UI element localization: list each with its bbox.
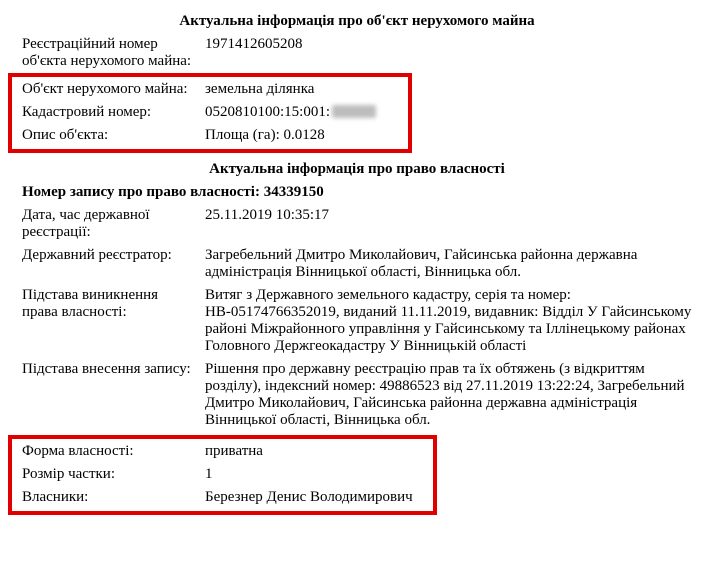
ownership-record-number-line: Номер запису про право власності: 34339150 bbox=[22, 184, 324, 200]
object-description-value: Площа (га): 0.0128 bbox=[205, 127, 325, 143]
ownership-section-title: Актуальна інформація про право власності bbox=[209, 161, 505, 177]
field-basis-of-origin bbox=[22, 287, 692, 355]
field-share-size bbox=[22, 466, 433, 483]
object-type-label: Об'єкт нерухомого майна: bbox=[22, 81, 188, 97]
redacted-blur bbox=[332, 105, 376, 118]
field-object-description bbox=[22, 127, 408, 144]
share-size-value: 1 bbox=[205, 466, 213, 482]
share-size-label: Розмір частки: bbox=[22, 466, 115, 482]
object-section-title: Актуальна інформація про об'єкт нерухомого майна bbox=[179, 13, 535, 29]
registration-number-value: 1971412605208 bbox=[205, 36, 303, 52]
registration-datetime-label: Дата, час державної реєстрації: bbox=[22, 207, 150, 240]
field-ownership-form bbox=[22, 443, 433, 460]
field-registration-number bbox=[22, 36, 692, 70]
ownership-form-label: Форма власності: bbox=[22, 443, 134, 459]
field-state-registrar bbox=[22, 247, 692, 281]
highlight-box-ownership-info bbox=[8, 435, 437, 515]
basis-of-record-value: Рішення про державну реєстрацію прав та їх обтяжень (з відкриттям розділу), індексний номер: 49886523 від 27.11.2019 13:22:24, Загребельний Дмитро Миколайович, Гайсинська районна державна адміністрація Вінницької області, Вінницька обл. bbox=[205, 361, 685, 428]
object-description-label: Опис об'єкта: bbox=[22, 127, 109, 143]
owners-value: Березнер Денис Володимирович bbox=[205, 489, 413, 505]
registration-datetime-value: 25.11.2019 10:35:17 bbox=[205, 207, 330, 223]
state-registrar-value: Загребельний Дмитро Миколайович, Гайсинська районна державна адміністрація Вінницької області, Вінницька обл. bbox=[205, 247, 638, 280]
object-type-value: земельна ділянка bbox=[205, 81, 315, 97]
basis-of-origin-label: Підстава виникнення права власності: bbox=[22, 287, 159, 320]
field-object-type bbox=[22, 81, 408, 98]
field-cadastral-number bbox=[22, 104, 408, 121]
cadastral-number-label: Кадастровий номер: bbox=[22, 104, 152, 120]
field-registration-datetime bbox=[22, 207, 692, 241]
cadastral-number-value bbox=[205, 104, 408, 121]
highlight-box-object-info bbox=[8, 73, 412, 153]
cadastral-number-visible-part: 0520810100:15:001: bbox=[205, 104, 331, 120]
owners-label: Власники: bbox=[22, 489, 89, 505]
state-registrar-label: Державний реєстратор: bbox=[22, 247, 172, 263]
field-basis-of-record bbox=[22, 361, 692, 429]
ownership-form-value: приватна bbox=[205, 443, 263, 459]
field-owners bbox=[22, 489, 433, 506]
registration-number-label: Реєстраційний номер об'єкта нерухомого майна: bbox=[22, 36, 192, 69]
basis-of-record-label: Підстава внесення запису: bbox=[22, 361, 191, 377]
basis-of-origin-value: Витяг з Державного земельного кадастру, серія та номер: НВ-05174766352019, виданий 11.11.2019, видавник: Відділ У Гайсинському районі Міжрайонного управління у Гайсинському та Іллінецькому районах Головного Держгеокадастру У Вінницькій області bbox=[205, 287, 692, 354]
